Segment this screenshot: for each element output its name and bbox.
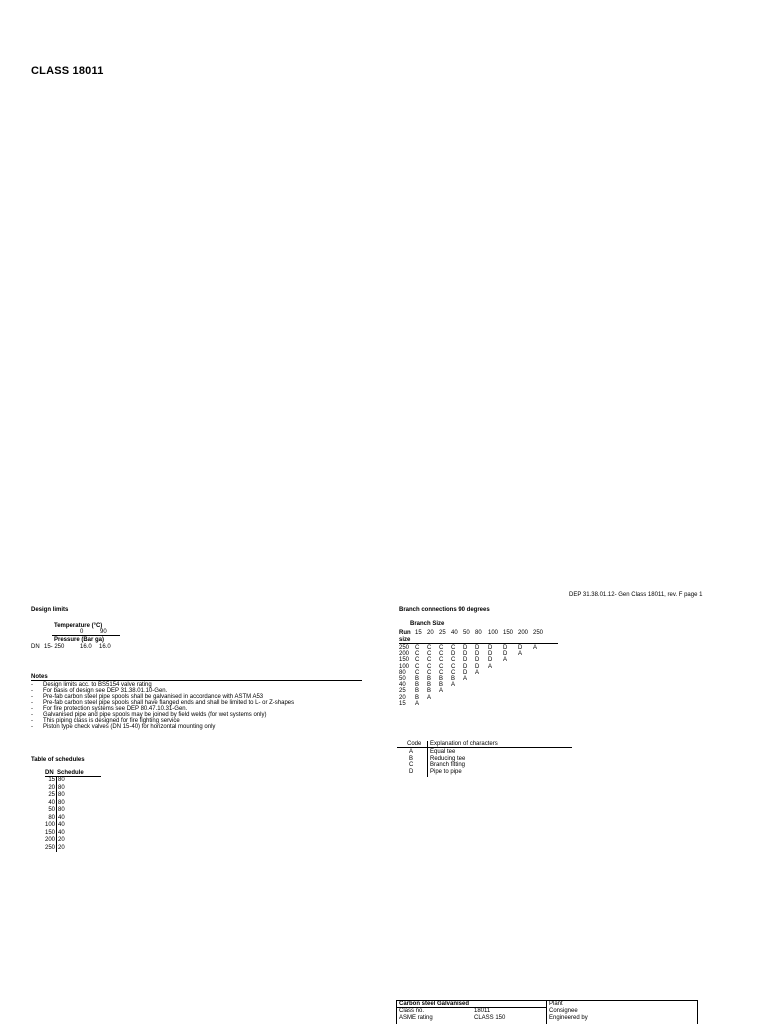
branch-run-size-cell: 40 — [399, 682, 406, 689]
branch-code-cell: D — [503, 645, 508, 651]
branch-code-cell: B — [439, 682, 444, 689]
schedule-value-cell: 80 — [58, 799, 65, 806]
code-cell: A — [409, 749, 414, 755]
branch-code-cell: B — [427, 688, 432, 695]
table-row — [31, 785, 101, 791]
branch-code-cell: C — [439, 663, 444, 670]
title-block-right-rule — [697, 1000, 698, 1024]
branch-code-cell: C — [439, 669, 444, 676]
branch-column-headers — [399, 630, 559, 636]
branch-code-cell: C — [427, 651, 432, 658]
branch-code-cell: D — [475, 645, 480, 651]
schedule-value-cell: 80 — [58, 777, 65, 783]
branch-code-cell: C — [439, 645, 444, 651]
code-cell: C — [409, 762, 414, 768]
branch-code-cell: B — [415, 688, 420, 695]
branch-code-cell: C — [451, 645, 456, 651]
code-legend — [397, 741, 572, 781]
branch-run-size-cell: 50 — [399, 676, 406, 682]
branch-code-cell: C — [415, 645, 420, 651]
list-item: - Pre-fab carbon steel pipe spools shall be galvanised in accordance with ASTM A53 — [31, 694, 264, 700]
branch-code-cell: C — [451, 657, 456, 664]
list-item: - Design limits acc. to BS5154 valve rating — [31, 682, 152, 688]
branch-column-header: 100 — [488, 630, 499, 636]
list-item: - For basis of design see DEP 31.38.01.10-Gen. — [31, 688, 168, 694]
title-block-left-rule — [396, 1000, 397, 1024]
list-item: - Piston type check valves (DN 15-40) for horizontal mounting only — [31, 724, 216, 730]
schedule-value-cell: 40 — [58, 814, 65, 821]
table-row — [31, 815, 101, 821]
branch-run-size-cell: 80 — [399, 669, 406, 676]
table-row — [399, 645, 559, 651]
branch-column-header: 40 — [451, 630, 458, 636]
schedule-dn-cell: 50 — [48, 807, 55, 813]
table-row — [31, 792, 101, 798]
branch-column-header: 15 — [415, 630, 422, 636]
branch-column-header: 25 — [439, 630, 446, 636]
branch-code-cell: A — [451, 682, 456, 689]
branch-run-size-cell: 150 — [399, 657, 410, 664]
pressure-min: 16.0 — [80, 644, 92, 650]
temperature-max: 90 — [100, 629, 107, 635]
table-row — [31, 777, 101, 783]
branch-code-cell: C — [415, 651, 420, 658]
engineered-by-label: Engineered by — [549, 1015, 588, 1021]
schedule-dn-cell: 250 — [44, 844, 55, 851]
table-row — [31, 837, 101, 843]
branch-column-header: 20 — [427, 630, 434, 636]
branch-code-cell: A — [475, 669, 480, 676]
list-item: - For fire protection systems see DEP 80.47.10.31-Gen. — [31, 706, 188, 712]
branch-code-cell: C — [427, 669, 432, 676]
consignee-label: Consignee — [549, 1008, 578, 1014]
class-no-label: Class no. — [399, 1008, 425, 1014]
list-item: - Pre-fab carbon steel pipe spools shall have flanged ends and shall be limited to L- or Z-shapes — [31, 700, 295, 706]
explanation-cell: Pipe to pipe — [430, 768, 462, 775]
branch-column-header: 250 — [533, 630, 544, 636]
schedules-col-dn: DN — [45, 770, 54, 776]
branch-header-rule — [399, 643, 558, 644]
branch-code-cell: D — [475, 651, 480, 658]
branch-code-cell: D — [488, 651, 493, 658]
branch-run-size-cell: 15 — [399, 700, 406, 707]
schedule-dn-cell: 200 — [44, 837, 55, 843]
class-no-value: 18011 — [474, 1008, 491, 1014]
branch-code-cell: D — [463, 651, 468, 658]
branch-code-cell: D — [475, 657, 480, 664]
branch-code-cell: D — [488, 657, 493, 664]
schedule-value-cell: 20 — [58, 844, 65, 851]
branch-code-cell: B — [415, 682, 420, 689]
branch-code-cell: D — [503, 651, 508, 658]
table-row — [399, 688, 559, 694]
branch-code-cell: A — [518, 651, 523, 658]
branch-code-cell: B — [427, 676, 432, 682]
schedule-dn-cell: 15 — [48, 777, 55, 783]
branch-column-header: 200 — [518, 630, 529, 636]
branch-run-size-cell: 100 — [399, 663, 410, 670]
table-row — [397, 769, 572, 775]
list-item: - Galvanised pipe and pipe spools may be joined by field welds (for wet systems only) — [31, 712, 267, 718]
branch-code-cell: A — [488, 663, 493, 670]
table-row — [31, 845, 101, 851]
code-cell: D — [409, 768, 414, 775]
branch-code-cell: C — [427, 663, 432, 670]
schedule-dn-cell: 40 — [48, 799, 55, 806]
explanation-cell: Equal tee — [430, 749, 456, 755]
branch-code-cell: B — [439, 676, 444, 682]
schedule-dn-cell: 80 — [48, 814, 55, 821]
temperature-label: Temperature (°C) — [54, 623, 103, 629]
branch-code-cell: B — [427, 682, 432, 689]
branch-code-cell: D — [463, 645, 468, 651]
branch-code-cell: A — [533, 645, 538, 651]
table-row — [397, 756, 572, 762]
table-row — [399, 701, 559, 707]
table-row — [31, 830, 101, 836]
branch-run-size-cell: 250 — [399, 645, 410, 651]
notes-rule — [31, 680, 362, 681]
branch-code-cell: C — [427, 645, 432, 651]
explanation-cell: Reducing tee — [430, 755, 466, 762]
notes-list — [31, 682, 362, 730]
schedule-value-cell: 80 — [58, 784, 65, 791]
schedule-value-cell: 40 — [58, 822, 65, 828]
branch-run-label: Run — [399, 630, 411, 636]
branch-code-cell: D — [463, 657, 468, 664]
code-col-header: Code — [407, 741, 422, 747]
branch-code-cell: C — [451, 669, 456, 676]
branch-code-cell: A — [503, 657, 508, 664]
branch-run-size-cell: 200 — [399, 651, 410, 658]
code-header-rule — [397, 747, 572, 748]
code-cell: B — [409, 755, 414, 762]
branch-code-cell: D — [518, 645, 523, 651]
material-label: Carbon steel Galvanised — [399, 1001, 470, 1007]
title-block — [396, 1000, 698, 1024]
branch-code-cell: C — [415, 657, 420, 664]
branch-code-cell: A — [439, 688, 444, 695]
branch-heading: Branch connections 90 degrees — [399, 607, 490, 613]
branch-size-label: Branch Size — [410, 621, 445, 627]
schedule-dn-cell: 100 — [44, 822, 55, 828]
table-row — [399, 651, 559, 657]
branch-code-cell: A — [415, 700, 420, 707]
table-row — [31, 800, 101, 806]
branch-code-cell: D — [463, 663, 468, 670]
schedule-value-cell: 40 — [58, 829, 65, 836]
schedule-value-cell: 80 — [58, 792, 65, 798]
page-title: CLASS 18011 — [31, 65, 104, 77]
branch-code-cell: C — [439, 651, 444, 658]
schedules-heading: Table of schedules — [31, 757, 85, 763]
branch-code-cell: C — [415, 663, 420, 670]
branch-code-cell: C — [415, 669, 420, 676]
asme-rating-value: CLASS 150 — [474, 1015, 506, 1021]
branch-code-cell: B — [451, 676, 456, 682]
pressure-label: Pressure (Bar ga) — [54, 637, 105, 643]
plant-label: Plant — [549, 1001, 563, 1007]
list-item: - This piping class is designed for fire fighting service — [31, 718, 180, 724]
schedules-col-schedule: Schedule — [57, 770, 84, 776]
schedule-dn-cell: 20 — [48, 784, 55, 791]
asme-rating-label: ASME rating — [399, 1015, 433, 1021]
branch-code-cell: D — [488, 645, 493, 651]
table-row — [399, 676, 559, 682]
branch-code-cell: A — [427, 694, 432, 701]
branch-column-header: 150 — [503, 630, 514, 636]
explanation-col-header: Explanation of characters — [430, 741, 498, 747]
table-row — [31, 807, 101, 813]
branch-size-sublabel: size — [399, 637, 411, 643]
table-row — [397, 749, 572, 755]
table-row — [399, 670, 559, 676]
branch-code-cell: C — [427, 657, 432, 664]
branch-run-size-cell: 20 — [399, 694, 406, 701]
branch-column-header: 50 — [463, 630, 470, 636]
table-row — [399, 695, 559, 701]
notes-heading: Notes — [31, 674, 48, 680]
branch-code-cell: D — [463, 669, 468, 676]
branch-column-header: 80 — [475, 630, 482, 636]
schedules-table — [31, 770, 101, 852]
branch-code-cell: B — [415, 694, 420, 701]
temperature-min: 0 — [80, 629, 84, 635]
title-block-mid-rule — [546, 1000, 547, 1024]
branch-code-cell: B — [415, 676, 420, 682]
branch-code-cell: A — [463, 676, 468, 682]
branch-code-cell: D — [475, 663, 480, 670]
dn-range: 15- 250 — [44, 644, 65, 650]
branch-code-cell: C — [439, 657, 444, 664]
schedule-value-cell: 20 — [58, 837, 65, 843]
pressure-max: 16.0 — [99, 644, 111, 650]
explanation-cell: Branch fitting — [430, 762, 466, 768]
document-reference: DEP 31.38.01.12- Gen Class 18011, rev. F page 1 — [569, 592, 703, 598]
dn-label: DN — [31, 644, 40, 650]
schedule-dn-cell: 150 — [44, 829, 55, 836]
table-row — [31, 822, 101, 828]
schedule-dn-cell: 25 — [48, 792, 55, 798]
design-limits-rule — [52, 635, 120, 636]
branch-table — [399, 621, 559, 721]
branch-code-cell: C — [451, 663, 456, 670]
branch-run-size-cell: 25 — [399, 688, 406, 695]
design-limits-heading: Design limits — [31, 607, 69, 613]
table-row — [399, 664, 559, 670]
table-row — [399, 682, 559, 688]
table-row — [397, 762, 572, 768]
table-row — [399, 657, 559, 663]
schedule-value-cell: 80 — [58, 807, 65, 813]
branch-code-cell: D — [451, 651, 456, 658]
